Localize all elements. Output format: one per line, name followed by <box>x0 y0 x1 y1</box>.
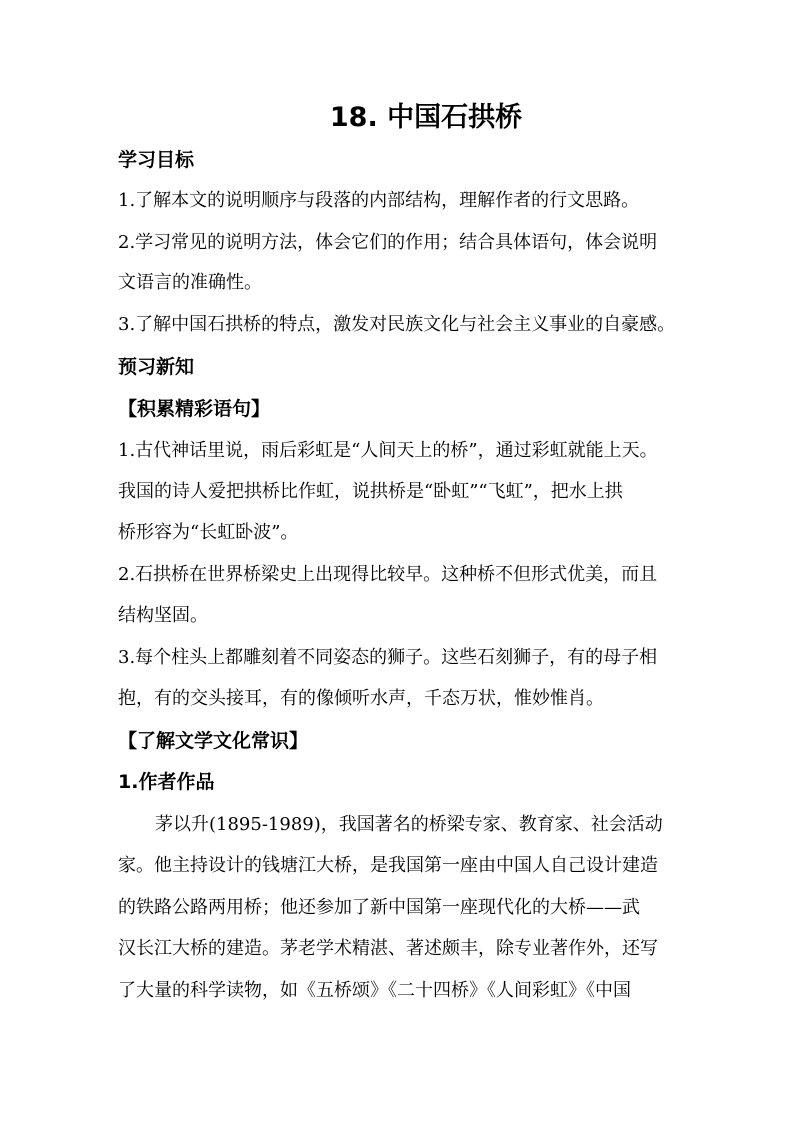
author-line-4: 汉长江大桥的建造。茅老学术精湛、著述颇丰，除专业著作外，还写 <box>118 938 658 959</box>
heading-preview: 预习新知 <box>118 356 195 378</box>
page-title: 18. 中国石拱桥 <box>329 102 523 133</box>
heading-learning-goals: 学习目标 <box>118 149 195 171</box>
goal-line-4: 3.了解中国石拱桥的特点，激发对民族文化与社会主义事业的自豪感。 <box>118 314 676 335</box>
sentence-line-2: 我国的诗人爱把拱桥比作虹，说拱桥是“卧虹”“飞虹”，把水上拱 <box>118 481 623 502</box>
sentence-line-5: 结构坚固。 <box>118 605 208 626</box>
author-line-1: 茅以升(1895-1989)，我国著名的桥梁专家、教育家、社会活动 <box>155 814 663 835</box>
sentence-line-3: 桥形容为“长虹卧波”。 <box>118 522 299 543</box>
author-line-5: 了大量的科学读物，如《五桥颂》《二十四桥》《人间彩虹》《中国 <box>118 980 631 1001</box>
author-line-2: 家。他主持设计的钱塘江大桥，是我国第一座由中国人自己设计建造 <box>118 855 658 876</box>
goal-line-3: 文语言的准确性。 <box>118 272 262 293</box>
sentence-line-7: 抱，有的交头接耳，有的像倾听水声，千态万状，惟妙惟肖。 <box>118 688 604 709</box>
goal-line-1: 1.了解本文的说明顺序与段落的内部结构，理解作者的行文思路。 <box>118 190 640 211</box>
author-line-3: 的铁路公路两用桥；他还参加了新中国第一座现代化的大桥——武 <box>118 897 640 918</box>
subheading-sentences: 【积累精彩语句】 <box>118 398 271 420</box>
heading-author-works: 1.作者作品 <box>118 771 215 793</box>
sentence-line-4: 2.石拱桥在世界桥梁史上出现得比较早。这种桥不但形式优美，而且 <box>118 564 658 585</box>
goal-line-2: 2.学习常见的说明方法，体会它们的作用；结合具体语句，体会说明 <box>118 232 658 253</box>
sentence-line-6: 3.每个柱头上都雕刻着不同姿态的狮子。这些石刻狮子，有的母子相 <box>118 647 658 668</box>
sentence-line-1: 1.古代神话里说，雨后彩虹是“人间天上的桥”，通过彩虹就能上天。 <box>118 440 658 461</box>
subheading-culture: 【了解文学文化常识】 <box>118 730 309 752</box>
